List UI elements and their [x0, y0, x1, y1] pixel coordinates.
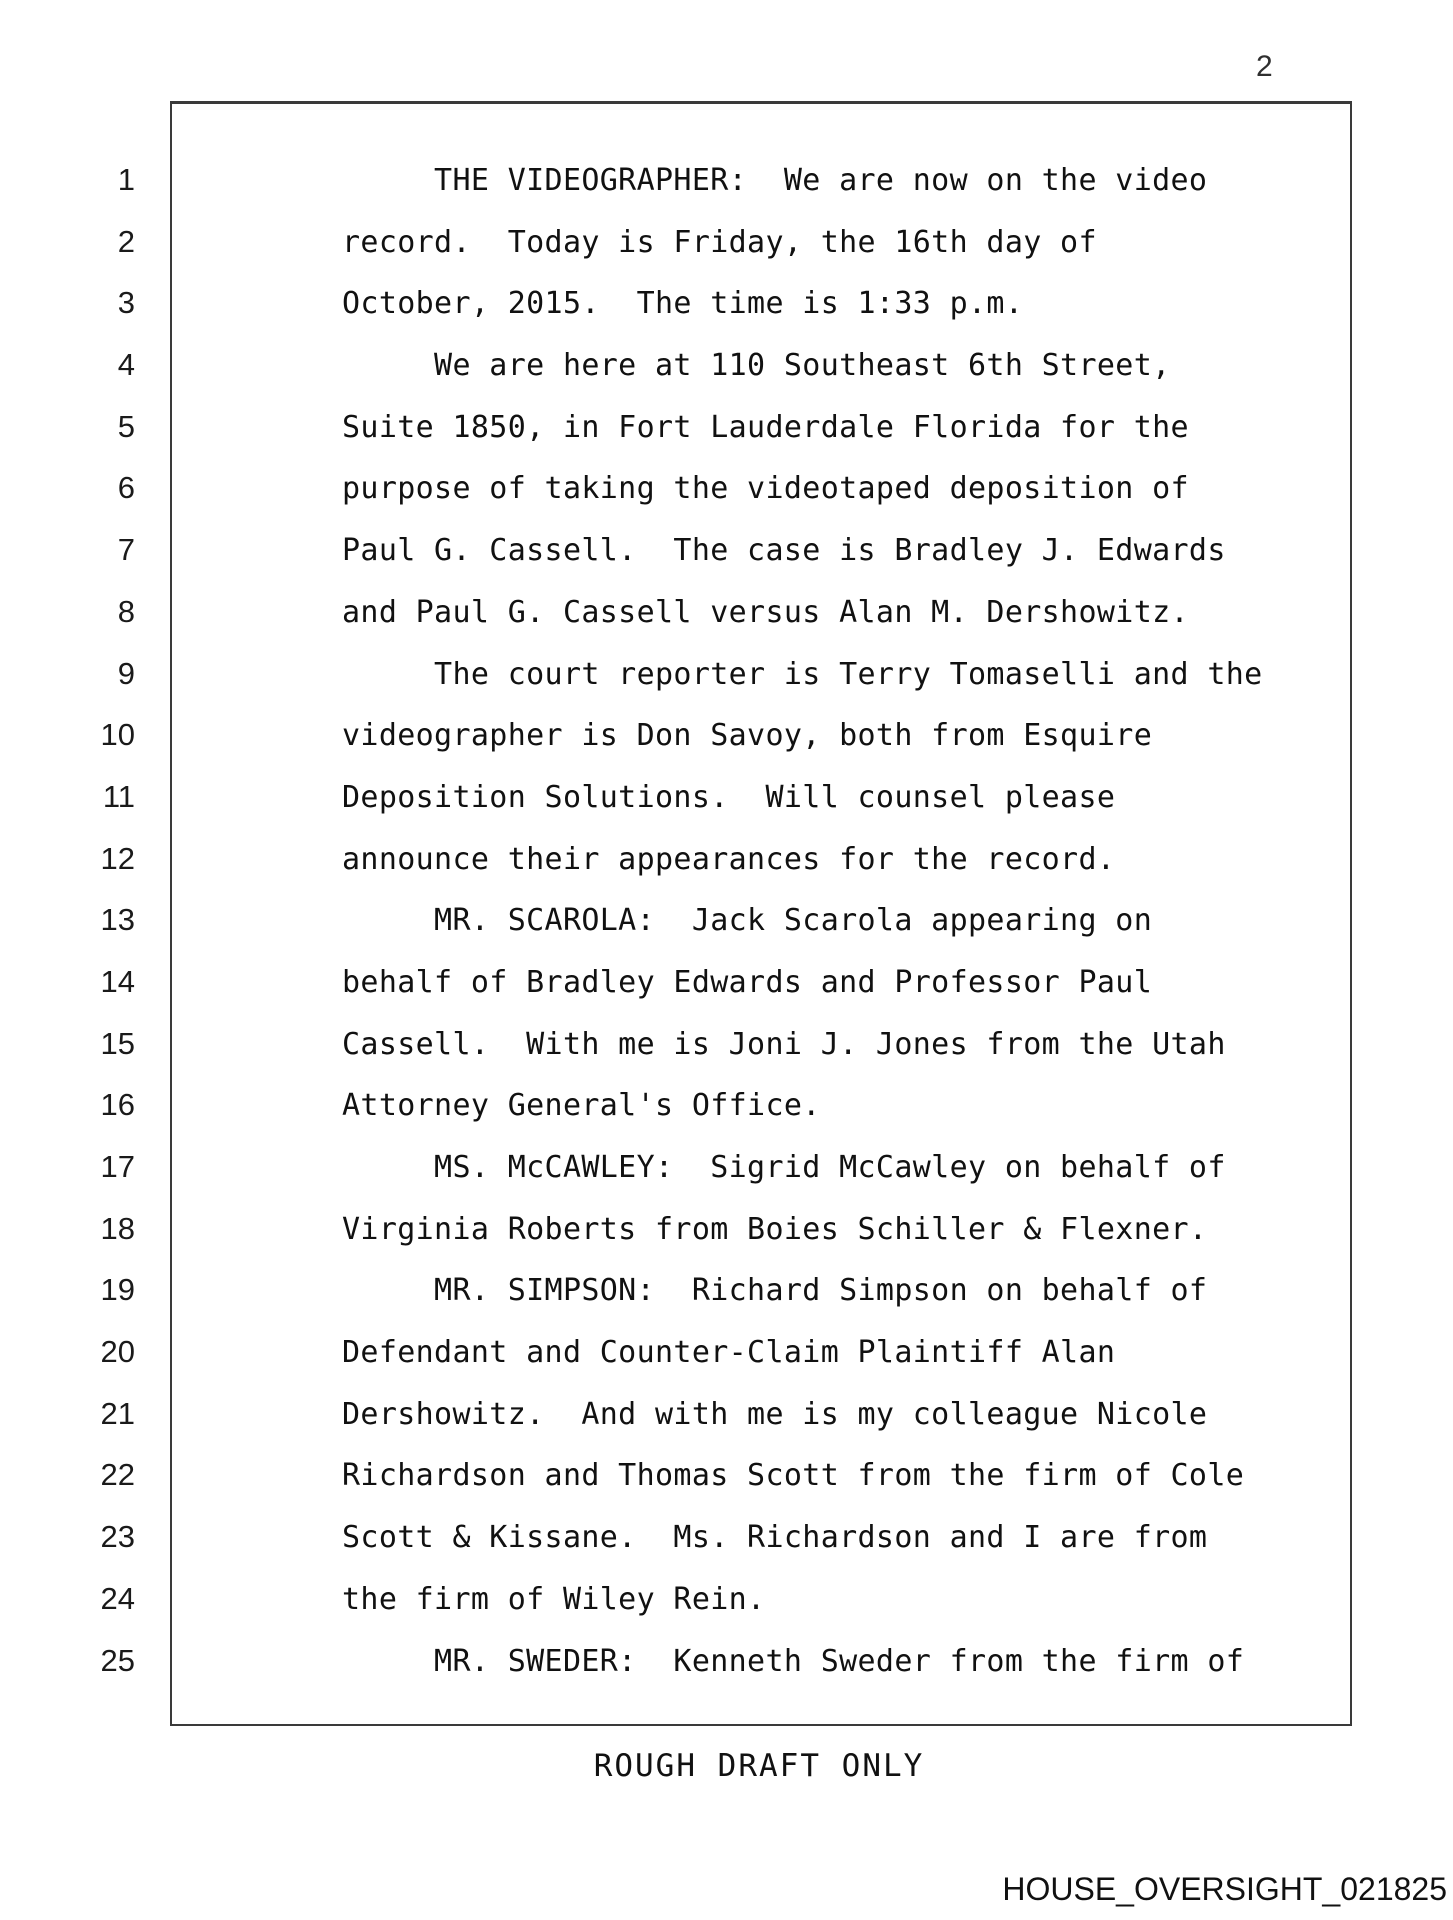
transcript-line [0, 704, 1453, 766]
line-number: 6 [117, 470, 135, 506]
line-text: October, 2015. The time is 1:33 p.m. [342, 286, 1024, 322]
transcript-line [0, 211, 1453, 273]
transcript-line [0, 1259, 1453, 1321]
transcript-line [0, 1136, 1453, 1198]
transcript-line [0, 1568, 1453, 1630]
transcript-line [0, 519, 1453, 581]
line-text: Attorney General's Office. [342, 1088, 821, 1124]
transcript-line [0, 457, 1453, 519]
transcript-line [0, 334, 1453, 396]
line-number: 17 [100, 1149, 135, 1184]
transcript-line [0, 951, 1453, 1013]
line-text: Dershowitz. And with me is my colleague Nicole [342, 1396, 1208, 1432]
line-number: 18 [100, 1210, 135, 1246]
line-number: 3 [117, 285, 135, 321]
line-text: behalf of Bradley Edwards and Professor Paul [342, 964, 1153, 1000]
transcript-line [0, 1630, 1453, 1692]
line-number: 19 [100, 1272, 135, 1308]
line-text: MS. McCAWLEY: Sigrid McCawley on behalf of [342, 1150, 1226, 1185]
line-text: Cassell. With me is Joni J. Jones from the Utah [342, 1026, 1226, 1062]
line-number: 21 [100, 1395, 135, 1431]
line-text: videographer is Don Savoy, both from Esquire [342, 718, 1153, 754]
line-number: 1 [117, 162, 135, 197]
line-text: MR. SCAROLA: Jack Scarola appearing on [342, 903, 1153, 939]
transcript-line [0, 643, 1453, 705]
line-text: Defendant and Counter-Claim Plaintiff Alan [342, 1335, 1116, 1371]
line-text: record. Today is Friday, the 16th day of [342, 224, 1097, 260]
line-number: 13 [100, 902, 135, 938]
line-number: 25 [100, 1642, 135, 1678]
transcript-line [0, 1013, 1453, 1075]
line-text: Deposition Solutions. Will counsel please [342, 779, 1116, 815]
line-number: 4 [117, 347, 135, 383]
transcript-line [0, 1321, 1453, 1383]
line-text: Richardson and Thomas Scott from the firm of Cole [342, 1458, 1245, 1494]
line-text: MR. SWEDER: Kenneth Sweder from the firm of [342, 1643, 1245, 1679]
line-number: 16 [100, 1087, 135, 1123]
transcript-line [0, 1383, 1453, 1445]
transcript-lines [0, 149, 1453, 1691]
transcript-line [0, 1198, 1453, 1260]
bates-stamp: HOUSE_OVERSIGHT_021825 [1002, 1871, 1447, 1907]
transcript-line [0, 1444, 1453, 1506]
line-number: 2 [117, 223, 135, 259]
transcript-line [0, 1506, 1453, 1568]
line-number: 5 [117, 408, 135, 444]
line-text: Virginia Roberts from Boies Schiller & Flexner. [342, 1211, 1208, 1247]
rough-draft-stamp: ROUGH DRAFT ONLY [593, 1748, 925, 1784]
line-number: 20 [100, 1334, 135, 1370]
line-text: MR. SIMPSON: Richard Simpson on behalf of [342, 1273, 1208, 1309]
line-text: announce their appearances for the record. [342, 841, 1116, 877]
line-text: We are here at 110 Southeast 6th Street, [342, 348, 1171, 384]
line-number: 8 [117, 593, 135, 629]
transcript-line [0, 272, 1453, 334]
line-number: 9 [117, 655, 135, 691]
line-text: Suite 1850, in Fort Lauderdale Florida for the [342, 409, 1189, 445]
transcript-line [0, 149, 1453, 211]
line-text: purpose of taking the videotaped deposition of [342, 471, 1189, 507]
line-text: The court reporter is Terry Tomaselli and the [342, 656, 1263, 692]
line-number: 10 [100, 717, 135, 753]
line-text: THE VIDEOGRAPHER: We are now on the video [342, 163, 1208, 198]
transcript-line [0, 1074, 1453, 1136]
transcript-line [0, 581, 1453, 643]
line-number: 7 [117, 532, 135, 568]
line-text: Paul G. Cassell. The case is Bradley J. Edwards [342, 533, 1226, 569]
line-number: 24 [100, 1580, 135, 1616]
transcript-line [0, 766, 1453, 828]
line-number: 22 [100, 1457, 135, 1493]
page-number: 2 [1256, 50, 1273, 83]
transcript-line [0, 396, 1453, 458]
line-number: 11 [102, 778, 135, 814]
transcript-line [0, 828, 1453, 890]
transcript-line [0, 889, 1453, 951]
line-number: 15 [100, 1025, 135, 1061]
line-number: 14 [100, 963, 135, 999]
line-text: the firm of Wiley Rein. [342, 1581, 766, 1617]
line-number: 12 [100, 840, 135, 876]
line-number: 23 [100, 1519, 135, 1555]
line-text: and Paul G. Cassell versus Alan M. Dershowitz. [342, 594, 1189, 630]
line-text: Scott & Kissane. Ms. Richardson and I are from [342, 1520, 1208, 1556]
